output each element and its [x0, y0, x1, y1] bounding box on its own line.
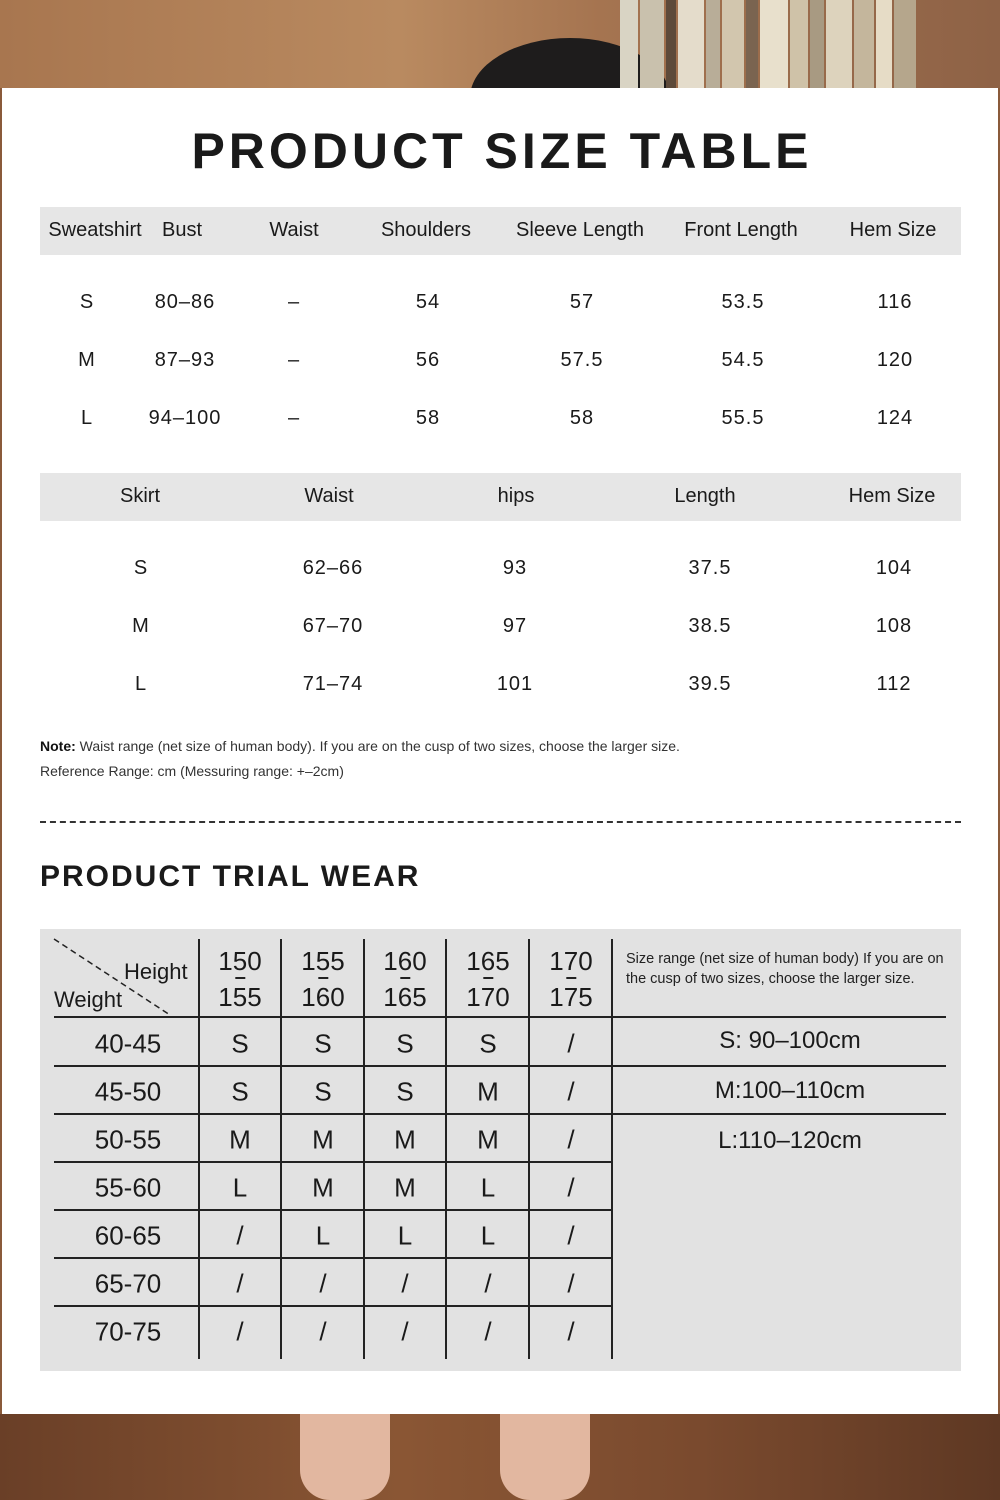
header-front-length: Front Length [684, 219, 798, 241]
size-cell: / [236, 1220, 244, 1251]
skirt-cell: 112 [876, 673, 912, 695]
size-cell: M [312, 1124, 334, 1155]
grid-line-horizontal [54, 1257, 612, 1259]
skirt-cell: 97 [502, 615, 528, 637]
skirt-cell: 108 [875, 615, 913, 637]
trial-title: PRODUCT TRIAL WEAR [40, 860, 421, 893]
header-skirt: Skirt [120, 485, 160, 507]
size-cell: L [232, 1172, 248, 1203]
sweatshirt-cell: 94–100 [148, 407, 222, 429]
background-photo-top [0, 0, 1000, 88]
height-range-start: 165 [466, 946, 510, 976]
grid-line-vertical [611, 939, 613, 1359]
sweatshirt-cell: 54 [415, 291, 441, 313]
weight-range: 70-75 [94, 1316, 162, 1347]
size-cell: / [401, 1316, 409, 1347]
header-length: Length [674, 485, 736, 507]
height-range-end: 155 [218, 982, 262, 1012]
skirt-cell: 101 [496, 673, 534, 695]
weight-range: 60-65 [94, 1220, 162, 1251]
sweatshirt-row [40, 407, 961, 437]
size-cell: / [236, 1268, 244, 1299]
height-range-start: 150 [218, 946, 262, 976]
size-cell: S [396, 1028, 414, 1059]
height-range-end: 175 [549, 982, 593, 1012]
skirt-cell: 93 [502, 557, 528, 579]
sweatshirt-cell: 87–93 [154, 349, 216, 371]
size-range-label: S: 90–100cm [719, 1027, 861, 1054]
note-line-2: Reference Range: cm (Messuring range: +–2cm) [40, 763, 344, 779]
bookshelf [620, 0, 916, 88]
model-legs [300, 1414, 600, 1500]
height-range [466, 943, 509, 1015]
grid-line-vertical [445, 939, 447, 1359]
size-cell: / [319, 1268, 327, 1299]
weight-range: 40-45 [94, 1028, 162, 1059]
height-range-start: 170 [549, 946, 593, 976]
size-cell: / [236, 1316, 244, 1347]
grid-line-horizontal [54, 1065, 946, 1067]
size-cell: / [567, 1220, 575, 1251]
note-line-1 [40, 738, 680, 754]
size-cell: / [567, 1028, 575, 1059]
skirt-cell: 104 [875, 557, 913, 579]
skirt-cell: L [134, 673, 148, 695]
height-range [549, 943, 592, 1015]
corner-height-label: Height [124, 959, 188, 984]
grid-line-horizontal [54, 1161, 612, 1163]
skirt-cell: 67–70 [302, 615, 364, 637]
header-bust: Bust [161, 219, 203, 241]
dashed-divider [40, 821, 961, 823]
sweatshirt-cell: 120 [876, 349, 914, 371]
grid-line-horizontal [54, 1305, 612, 1307]
sweatshirt-cell: 57.5 [560, 349, 604, 371]
size-cell: L [480, 1172, 496, 1203]
skirt-row [40, 557, 961, 587]
background-photo-bottom [0, 1414, 1000, 1500]
skirt-cell: 39.5 [688, 673, 732, 695]
note-label: Note: [40, 738, 76, 754]
size-cell: S [231, 1076, 249, 1107]
sweatshirt-cell: 57 [569, 291, 595, 313]
height-range-start: 155 [301, 946, 345, 976]
sweatshirt-row [40, 349, 961, 379]
size-cell: S [314, 1076, 332, 1107]
size-cell: M [229, 1124, 251, 1155]
skirt-cell: 71–74 [302, 673, 364, 695]
size-cell: L [480, 1220, 496, 1251]
skirt-cell: S [133, 557, 149, 579]
sweatshirt-cell: 53.5 [721, 291, 765, 313]
grid-line-vertical [198, 939, 200, 1359]
size-chart-card [2, 88, 998, 1414]
header-waist: Waist [269, 219, 319, 241]
size-cell: / [567, 1076, 575, 1107]
size-cell: / [484, 1268, 492, 1299]
grid-line-horizontal [54, 1113, 946, 1115]
sweatshirt-cell: 116 [877, 291, 913, 313]
header-hips: hips [497, 485, 535, 507]
header-shoulders: Shoulders [380, 219, 472, 241]
grid-line-vertical [280, 939, 282, 1359]
sweatshirt-cell: – [287, 407, 301, 429]
height-range-end: 160 [301, 982, 345, 1012]
header-hem-size: Hem Size [849, 219, 937, 241]
size-cell: L [315, 1220, 331, 1251]
weight-range: 50-55 [94, 1124, 162, 1155]
sweatshirt-cell: L [80, 407, 94, 429]
size-cell: L [397, 1220, 413, 1251]
sweatshirt-cell: 124 [876, 407, 914, 429]
note-text: Waist range (net size of human body). If you are on the cusp of two sizes, choose the larger size. [75, 738, 680, 754]
weight-range: 65-70 [94, 1268, 162, 1299]
size-cell: / [319, 1316, 327, 1347]
skirt-cell: 38.5 [688, 615, 732, 637]
grid-line-horizontal [54, 1209, 612, 1211]
sweatshirt-cell: 80–86 [154, 291, 216, 313]
size-cell: / [567, 1316, 575, 1347]
sweatshirt-cell: 58 [415, 407, 441, 429]
size-cell: M [394, 1172, 416, 1203]
size-cell: M [477, 1076, 499, 1107]
size-cell: / [484, 1316, 492, 1347]
grid-line-vertical [363, 939, 365, 1359]
sweatshirt-cell: 55.5 [721, 407, 765, 429]
header-skirt-waist: Waist [304, 485, 354, 507]
header-sweatshirt: Sweatshirt [48, 219, 142, 241]
trial-wear-table [40, 929, 961, 1371]
corner-weight-label: Weight [54, 987, 123, 1012]
size-cell: / [567, 1268, 575, 1299]
weight-range: 45-50 [94, 1076, 162, 1107]
size-cell: M [394, 1124, 416, 1155]
size-cell: M [312, 1172, 334, 1203]
header-skirt-hem-size: Hem Size [848, 485, 936, 507]
page-title: PRODUCT SIZE TABLE [191, 123, 813, 179]
sweatshirt-cell: S [79, 291, 95, 313]
size-cell: S [314, 1028, 332, 1059]
weight-range: 55-60 [94, 1172, 162, 1203]
sweatshirt-cell: 58 [569, 407, 595, 429]
skirt-header-row [40, 473, 961, 521]
grid-line-vertical [528, 939, 530, 1359]
sweatshirt-row [40, 291, 961, 321]
size-cell: M [477, 1124, 499, 1155]
size-cell: / [567, 1124, 575, 1155]
sweatshirt-cell: – [287, 291, 301, 313]
sweatshirt-cell: M [78, 349, 96, 371]
size-cell: / [401, 1268, 409, 1299]
size-range-label: M:100–110cm [714, 1077, 866, 1104]
skirt-cell: 62–66 [302, 557, 364, 579]
size-range-note: Size range (net size of human body) If you are on the cusp of two sizes, choose the larger size. [626, 951, 944, 987]
skirt-row [40, 615, 961, 645]
height-range-end: 165 [383, 982, 427, 1012]
skirt-cell: 37.5 [688, 557, 732, 579]
height-range [383, 943, 426, 1015]
sweatshirt-cell: 54.5 [721, 349, 765, 371]
size-cell: S [479, 1028, 497, 1059]
height-range-end: 170 [466, 982, 510, 1012]
size-cell: S [396, 1076, 414, 1107]
sweatshirt-header-row [40, 207, 961, 255]
size-cell: / [567, 1172, 575, 1203]
grid-line-horizontal [54, 1016, 946, 1018]
header-sleeve-length: Sleeve Length [516, 219, 644, 241]
skirt-cell: M [132, 615, 150, 637]
size-cell: S [231, 1028, 249, 1059]
size-range-label: L:110–120cm [718, 1127, 862, 1154]
sweatshirt-cell: – [287, 349, 301, 371]
skirt-row [40, 673, 961, 703]
sweatshirt-cell: 56 [415, 349, 441, 371]
height-range [301, 943, 344, 1015]
height-range [218, 943, 261, 1015]
height-range-start: 160 [383, 946, 427, 976]
